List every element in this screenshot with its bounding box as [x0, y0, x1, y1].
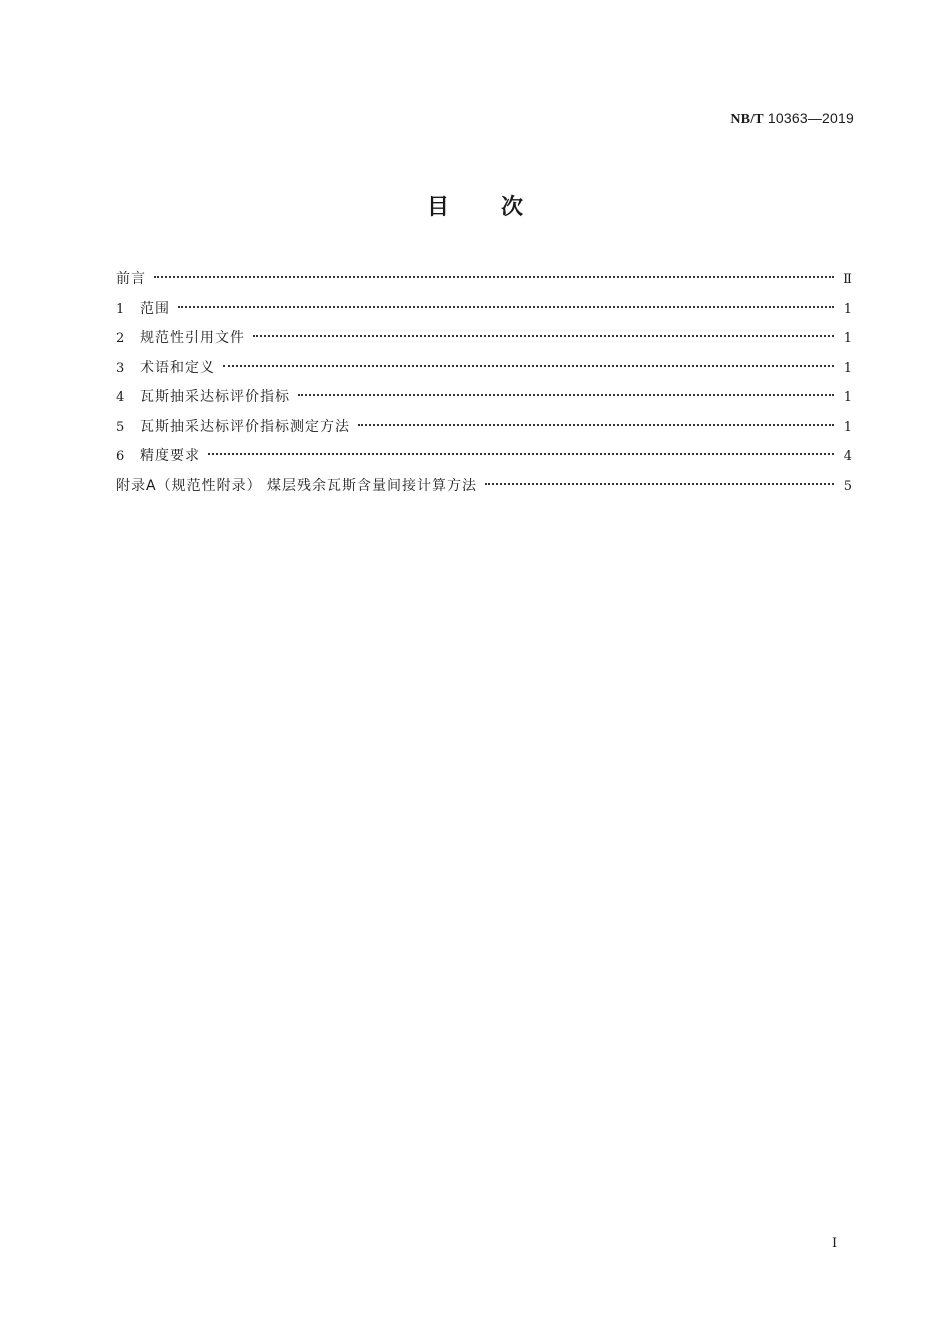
toc-entry-page: 1	[843, 301, 852, 317]
dot-leader	[178, 306, 834, 308]
toc-entry-number: 5	[116, 419, 125, 435]
toc-entry-page: Ⅱ	[843, 272, 852, 287]
toc-entry-label: 附录A（规范性附录） 煤层残余瓦斯含量间接计算方法	[116, 477, 478, 494]
table-of-contents	[116, 268, 852, 504]
toc-entry-page: 1	[843, 360, 852, 376]
toc-entry-label: 瓦斯抽采达标评价指标测定方法	[140, 418, 350, 435]
toc-entry-accuracy-requirements[interactable]	[116, 445, 852, 475]
toc-entry-page: 1	[843, 390, 852, 405]
dot-leader	[208, 453, 834, 455]
dot-leader	[358, 424, 834, 426]
toc-entry-number: 2	[116, 331, 125, 346]
toc-entry-label: 规范性引用文件	[140, 330, 245, 346]
toc-entry-scope[interactable]	[116, 298, 852, 328]
dot-leader	[223, 365, 834, 367]
toc-entry-number: 1	[116, 301, 125, 317]
toc-entry-label: 范围	[140, 300, 170, 317]
toc-entry-number: 6	[116, 449, 125, 464]
toc-entry-label: 前言	[116, 271, 146, 287]
dot-leader	[253, 335, 834, 337]
toc-entry-page: 1	[843, 331, 852, 346]
toc-entry-measurement-methods[interactable]	[116, 416, 852, 446]
toc-entry-foreword[interactable]	[116, 268, 852, 298]
standard-code	[730, 110, 854, 128]
toc-entry-evaluation-indicators[interactable]	[116, 386, 852, 416]
page-title: 目次	[426, 195, 575, 220]
toc-entry-page: 4	[843, 449, 852, 464]
toc-entry-label: 精度要求	[140, 448, 200, 464]
dot-leader	[485, 483, 834, 485]
toc-entry-terms-definitions[interactable]	[116, 357, 852, 387]
toc-entry-label: 瓦斯抽采达标评价指标	[140, 389, 290, 405]
standard-number: 10363—2019	[767, 110, 854, 126]
toc-entry-label: 术语和定义	[140, 359, 215, 376]
toc-entry-page: 5	[843, 478, 852, 494]
toc-entry-annex-a[interactable]	[116, 475, 852, 505]
toc-entry-normative-references[interactable]	[116, 327, 852, 357]
toc-entry-number: 3	[116, 360, 125, 376]
toc-entry-page: 1	[843, 419, 852, 435]
toc-entry-number: 4	[116, 390, 125, 405]
dot-leader	[298, 394, 834, 396]
dot-leader	[154, 276, 834, 278]
standard-prefix: NB/T	[730, 112, 764, 127]
page-number: I	[832, 1236, 838, 1251]
